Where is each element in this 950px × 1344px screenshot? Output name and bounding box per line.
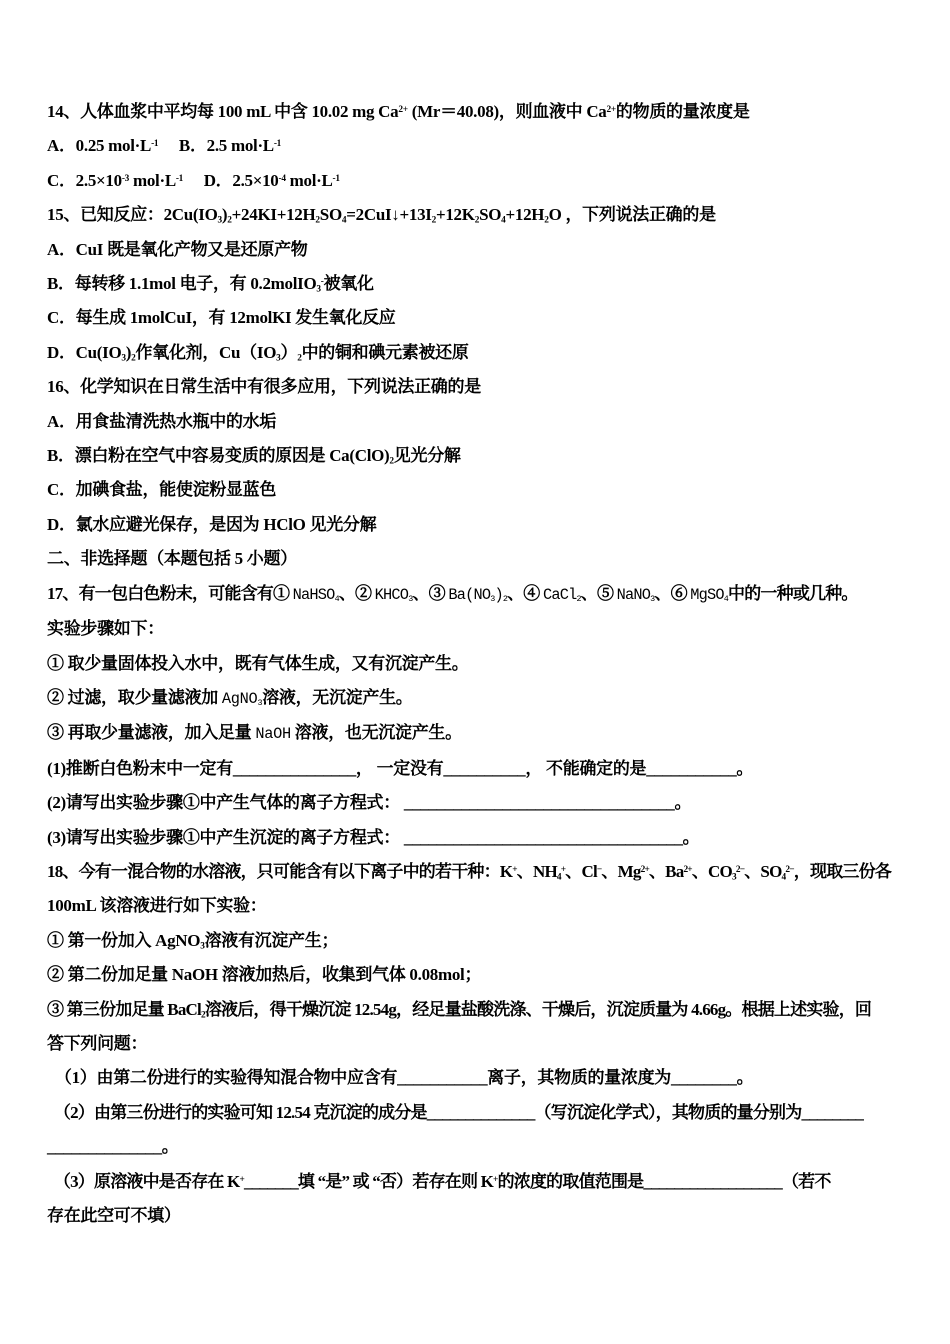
q18-stem-line1: 18、今有一混合物的水溶液，只可能含有以下离子中的若干种：K+、$NH_4^+$、Cl−、$Mg^{2+}$、$Ba^{2+}$、$CO_3^{2-}$、$SO_4^{2-}$，现取三份各: [47, 861, 891, 883]
q16-option-b: B．漂白粉在空气中容易变质的原因是 $Ca(ClO)_2$见光分解: [47, 446, 461, 467]
q17-step-2: ② 过滤，取少量滤液加 AgNO$_3$溶液，无沉淀产生。: [47, 687, 413, 708]
q18-question-2-line1: （2）由第三份进行的实验可知 12.54 克沉淀的成分是______________（写沉淀化学式），其物质的量分别为________: [47, 1102, 864, 1122]
q17-blank-3: (3)请写出实验步骤①中产生沉淀的离子方程式： __________________________________。: [47, 827, 700, 847]
q16-option-a: A．用食盐清洗热水瓶中的水垢: [47, 411, 277, 431]
q17-step-1: ① 取少量固体投入水中，既有气体生成，又有沉淀产生。: [47, 653, 469, 673]
q18-stem-line2: 100mL 该溶液进行如下实验：: [47, 896, 267, 916]
q18-experiment-3-line1: ③ 第三份加足量 BaCl$_2$溶液后，得干燥沉淀 12.54g，经足量盐酸洗涤、干燥后，沉淀质量为 4.66g。根据上述实验，回: [47, 999, 872, 1020]
q18-question-2-line2: ______________。: [47, 1137, 179, 1157]
q17-step-3: ③ 再取少量滤液，加入足量 NaOH 溶液，也无沉淀产生。: [47, 723, 462, 744]
q16-stem: 16、化学知识在日常生活中有很多应用，下列说法正确的是: [47, 377, 481, 397]
q14-stem: 14、人体血浆中平均每 100 mL 中含 10.02 mg $Ca^{2+}$ (Mr＝40.08)，则血液中 $Ca^{2+}$的物质的量浓度是: [47, 102, 750, 121]
q17-procedure-intro: 实验步骤如下：: [47, 619, 164, 639]
q18-experiment-2: ② 第二份加足量 NaOH 溶液加热后，收集到气体 0.08mol；: [47, 965, 482, 985]
q15-stem: 15、已知反应：$2Cu(IO_3)_2+24KI+12H_2SO_4=2CuI↓+13I_2+12K_2SO_4+12H_2O$ ，下列说法正确的是: [47, 205, 716, 226]
q18-experiment-1: ① 第一份加入 AgNO$_3$溶液有沉淀产生；: [47, 930, 339, 952]
q17-stem: 17、有一包白色粉末，可能含有① NaHSO$_4$、② $KHCO_3$、③ $Ba(NO_3)_2$、④ CaCl$_2$、⑤ NaNO$_3$、⑥ MgSO$_4$中的一种或几种。: [47, 583, 858, 604]
q15-option-b: B．每转移 1.1mol 电子，有 0.2molIO$_3$-被氧化: [47, 274, 374, 295]
q18-question-1: （1）由第二份进行的实验得知混合物中应含有___________离子，其物质的量浓度为________。: [47, 1068, 754, 1088]
q18-experiment-3-line2: 答下列问题：: [47, 1033, 148, 1053]
q17-blank-1: (1)推断白色粉末中一定有_______________， 一定没有__________， 不能确定的是___________。: [47, 758, 754, 778]
q15-option-a: A．CuI 既是氧化产物又是还原产物: [47, 239, 308, 259]
q15-option-c: C．每生成 1molCuI，有 12molKI 发生氧化反应: [47, 308, 396, 328]
q16-option-d: D．氯水应避光保存，是因为 HClO 见光分解: [47, 514, 377, 534]
q16-option-c: C．加碘食盐，能使淀粉显蓝色: [47, 480, 277, 500]
q18-question-3-line2: 存在此空可不填）: [47, 1206, 181, 1225]
q14-options-ab: A．0.25 $mol\cdot L^{-1}$ B．2.5 $mol\cdot L^{-1}$: [47, 136, 282, 156]
q14-options-cd: C．$2.5\times 10^{-3}$ $mol\cdot L^{-1}$ D．$2.5\times 10^{-4}$ $mol\cdot L^{-1}$: [47, 170, 340, 190]
q18-question-3-line1: （3）原溶液中是否存在 K+_______填 “是” 或 “否）若存在则 K+的浓度的取值范围是__________________（若不: [47, 1171, 831, 1191]
q17-blank-2: (2)请写出实验步骤①中产生气体的离子方程式： _________________________________。: [47, 793, 692, 813]
q15-option-d: D．$Cu(IO_3)_2$作氧化剂，$Cu(IO_3)_2$中的铜和碘元素被还原: [47, 342, 469, 364]
section2-heading: 二、非选择题（本题包括 5 小题）: [47, 549, 297, 569]
